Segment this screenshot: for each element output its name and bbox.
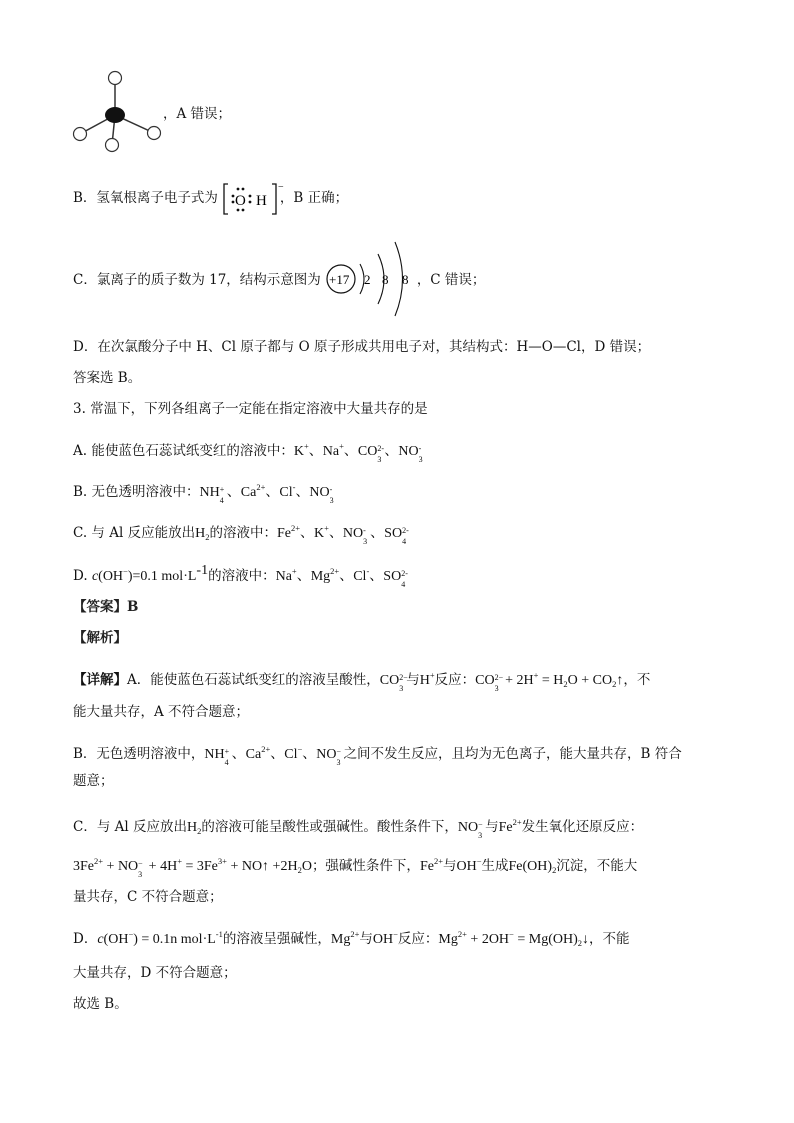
detail-line-9: 大量共存，D 不符合题意； (73, 965, 237, 981)
explanation-d: D．在次氯酸分子中 H、Cl 原子都与 O 原子形成共用电子对，其结构式：H—O—Cl，D 错误； (73, 339, 651, 355)
hydroxide-ion: OH− (456, 856, 482, 874)
shell-2-electrons: 8 (382, 272, 389, 287)
hydroxide-electron-formula (222, 180, 288, 218)
detail-line-4: 题意； (73, 773, 114, 789)
detail-c-alkaline: ；强碱性条件下， (311, 858, 420, 874)
hydroxide-concentration: c(OH−) (91, 566, 133, 584)
explanation-c-text: C．氯离子的质子数为 17，结构示意图为 (73, 272, 321, 288)
magnesium-ion: $Mg^{2+}$ (330, 929, 360, 947)
question-3-option-b (73, 477, 337, 503)
detail-a-with: 与 (406, 672, 420, 688)
option-d-value: =0.1 mol·L (132, 569, 197, 584)
detail-line-3 (73, 739, 682, 765)
detail-d-label: D． (73, 931, 98, 947)
explanation-b (73, 188, 348, 208)
detail-tag: 【详解】 (73, 672, 127, 688)
explanation-b-text: B．氢氧根离子电子式为 (73, 190, 218, 206)
molecule-model-figure (66, 66, 170, 158)
option-d-ions: Na+、$Mg^{2+}$、Cl-、SO 2- 4 (275, 566, 408, 589)
shell-1-electrons: 2 (364, 272, 371, 287)
detail-line-2: 能大量共存，A 不符合题意； (73, 704, 250, 720)
option-a-ions: K+、Na+、CO 2- 3 、NO - 3 (293, 441, 423, 464)
question-3-stem: 3. 常温下，下列各组离子一定能在指定溶液中大量共存的是 (73, 401, 428, 417)
hydrogen-gas: $H_2$ (186, 820, 202, 836)
detail-line-7: 量共存，C 不符合题意； (73, 889, 223, 905)
magnesium-equation: $Mg^{2+} + 2OH^-$ = $Mg(OH)_2↓$ (438, 929, 589, 948)
option-b-ions: NH + 4 、$Ca^{2+}$、Cl-、NO - 3 (199, 482, 334, 505)
explanation-b-verdict: ，B 正确； (279, 190, 349, 206)
detail-b-ions: NH + 4 、$Ca^{2+}$、Cl−、NO − 3 (204, 744, 342, 767)
ferrous-ion: $Fe^{2+}$ (498, 817, 522, 835)
detail-c-condition: 的溶液可能呈酸性或强碱性。酸性条件下， (201, 819, 458, 835)
option-d-label: D. (73, 568, 92, 584)
detail-c-with-2: 与 (442, 858, 457, 874)
redox-equation: $3Fe^{2+}$ + NO − 3 + $4H^+ = 3Fe^{3+}$ + NO↑ $+2H_2O$ (73, 856, 312, 879)
ferrous-ion-2: $Fe^{2+}$ (419, 856, 443, 874)
detail-c-tail: 沉淀，不能大 (556, 858, 638, 874)
hydroxide-concentration-2: c(OH−) = 0.1n $mol\cdot L^{-1}$ (97, 929, 223, 947)
detail-a-react: 反应： (434, 672, 476, 688)
detail-d-react: 反应： (397, 931, 439, 947)
detail-d-with: 与 (359, 931, 373, 947)
question-3-option-c (73, 518, 409, 547)
detail-b-text: B．无色透明溶液中， (73, 746, 205, 762)
detail-a-tail: ，不 (623, 672, 651, 688)
detail-line-10: 故选 B。 (73, 996, 128, 1012)
question-3-option-a (73, 436, 426, 462)
detail-c-text: C．与 Al 反应放出 (73, 819, 187, 835)
detail-c-with: 与 (485, 819, 499, 835)
nitrate-ion: NO − 3 (457, 820, 483, 840)
detail-b-tail: 之间不发生反应，且均为无色离子，能大量共存，B 符合 (343, 746, 682, 762)
analysis-tag: 【解析】 (73, 630, 127, 646)
option-c-ions: $Fe^{2+}$、K+、NO - 3 、SO 2- 4 (276, 523, 409, 546)
detail-a-text: A．能使蓝色石蕊试纸变红的溶液呈酸性， (127, 672, 380, 688)
detail-line-6 (73, 851, 637, 880)
oxygen-symbol: O (235, 193, 246, 209)
answer-choice: 答案选 B。 (73, 370, 142, 386)
detail-d-text: 的溶液呈强碱性， (222, 931, 331, 947)
option-d-unit-exp: -1 (196, 563, 209, 578)
nucleus-charge: +17 (329, 272, 350, 287)
detail-line-5 (73, 812, 643, 841)
question-3-option-d (73, 561, 408, 587)
ferrous-hydroxide: $Fe(OH)_2$ (508, 859, 557, 875)
option-d-text: 的溶液中： (208, 568, 276, 584)
hydrogen-ion: H+ (419, 670, 435, 688)
option-a-text: A. 能使蓝色石蕊试纸变红的溶液中： (73, 443, 294, 459)
answer-tag: 【答案】B (73, 599, 139, 615)
carbonate-ion: CO 2− 3 (379, 673, 408, 693)
hydrogen-symbol: H (256, 193, 267, 209)
option-b-text: B. 无色透明溶液中： (73, 484, 200, 500)
chloride-structure-diagram (324, 238, 424, 320)
carbonate-reaction-equation: CO 2− 3 + $2H^+ = H_2O$ + $CO_2↑$ (475, 670, 624, 693)
option-c-text: C. 与 Al 反应能放出 (73, 525, 196, 541)
hydroxide-ion-2: OH− (372, 929, 398, 947)
detail-line-1 (73, 665, 650, 694)
explanation-c-verdict: ，C 错误； (416, 272, 486, 288)
detail-line-8 (73, 924, 629, 953)
shell-3-electrons: 8 (402, 272, 409, 287)
detail-d-tail: ，不能 (588, 931, 630, 947)
hydrogen-gas-formula: $H_2$ (195, 526, 210, 542)
option-c-text-2: 的溶液中： (209, 525, 277, 541)
detail-c-forms: 生成 (481, 858, 509, 874)
option-a-verdict: ，A 错误； (163, 106, 232, 122)
charge-sign: − (278, 182, 284, 193)
detail-c-redox: 发生氧化还原反应： (521, 819, 644, 835)
